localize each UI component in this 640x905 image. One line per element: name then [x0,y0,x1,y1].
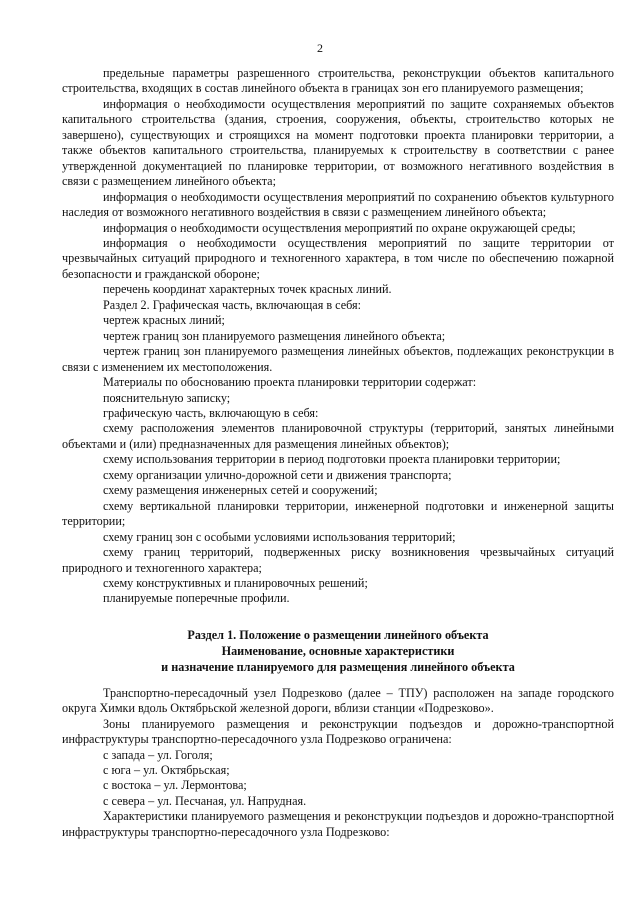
paragraph: информация о необходимости осуществления мероприятий по защите сохраняемых объектов капитального строительства (здания, строения, сооружения, объекты, строительство которых не завершено), существующих и строящихся на момент подготовки проекта планировки территории, а также объектов капитального строительства, планируемых к строительству в соответствии с ранее утвержденной документацией по планировке территории, от возможного негативного воздействия в связи с размещением линейного объекта; [62,96,614,189]
paragraph: схему расположения элементов планировочной структуры (территорий, занятых линейными объектами и (или) предназначенных для размещения линейных объектов); [62,421,614,451]
section-heading [62,627,614,675]
paragraph: с востока – ул. Лермонтова; [103,778,247,793]
paragraph: Характеристики планируемого размещения и реконструкции подъездов и дорожно-транспортной инфраструктуры транспортно-пересадочного узла Подрезково: [62,809,614,839]
paragraph: чертеж красных линий; [103,313,225,328]
heading-line: Раздел 1. Положение о размещении линейного объекта [187,628,489,642]
paragraph: чертеж границ зон планируемого размещения линейных объектов, подлежащих реконструкции в связи с изменением их местоположения. [62,344,614,374]
paragraph: с севера – ул. Песчаная, ул. Напрудная. [103,793,307,808]
paragraph: планируемые поперечные профили. [103,591,290,606]
paragraph: графическую часть, включающую в себя: [103,405,319,420]
paragraph: информация о необходимости осуществления мероприятий по защите территории от чрезвычайных ситуаций природного и техногенного характера, в том числе по обеспечению пожарной безопасности и гражданской обороне; [62,235,614,281]
paragraph: схему размещения инженерных сетей и сооружений; [103,483,378,498]
paragraph: с юга – ул. Октябрьская; [103,763,230,778]
document-list-block [62,66,614,607]
paragraph: схему границ зон с особыми условиями использования территорий; [103,529,456,544]
page-number: 2 [317,41,323,55]
paragraph: информация о необходимости осуществления мероприятий по охране окружающей среды; [103,220,576,235]
paragraph: с запада – ул. Гоголя; [103,747,213,762]
paragraph: схему границ территорий, подверженных риску возникновения чрезвычайных ситуаций природного и техногенного характера; [62,545,614,575]
paragraph: Зоны планируемого размещения и реконструкции подъездов и дорожно-транспортной инфраструктуры транспортно-пересадочного узла Подрезково ограничена: [62,716,614,747]
paragraph: схему использования территории в период подготовки проекта планировки территории; [103,452,561,467]
paragraph: Транспортно-пересадочный узел Подрезково (далее – ТПУ) расположен на западе городского округа Химки вдоль Октябрьской железной дороги, вблизи станции «Подрезково». [62,686,614,716]
paragraph: схему вертикальной планировки территории, инженерной подготовки и инженерной защиты территории; [62,498,614,529]
heading-line: и назначение планируемого для размещения линейного объекта [161,660,515,674]
paragraph: пояснительную записку; [103,390,231,405]
paragraph: Материалы по обоснованию проекта планировки территории содержат: [103,375,477,390]
paragraph: перечень координат характерных точек красных линий. [103,282,392,297]
paragraph: схему конструктивных и планировочных решений; [103,575,368,590]
heading-line: Наименование, основные характеристики [221,644,455,658]
paragraph: информация о необходимости осуществления мероприятий по сохранению объектов культурного наследия от возможного негативного воздействия в связи с размещением линейного объекта; [62,189,614,220]
paragraph: чертеж границ зон планируемого размещения линейного объекта; [103,328,446,343]
paragraph: схему организации улично-дорожной сети и движения транспорта; [103,467,452,482]
paragraph: Раздел 2. Графическая часть, включающая в себя: [103,297,362,312]
section-body [62,686,614,840]
paragraph: предельные параметры разрешенного строительства, реконструкции объектов капитального строительства, входящих в состав линейного объекта в границах зон его планируемого размещения; [62,66,614,96]
